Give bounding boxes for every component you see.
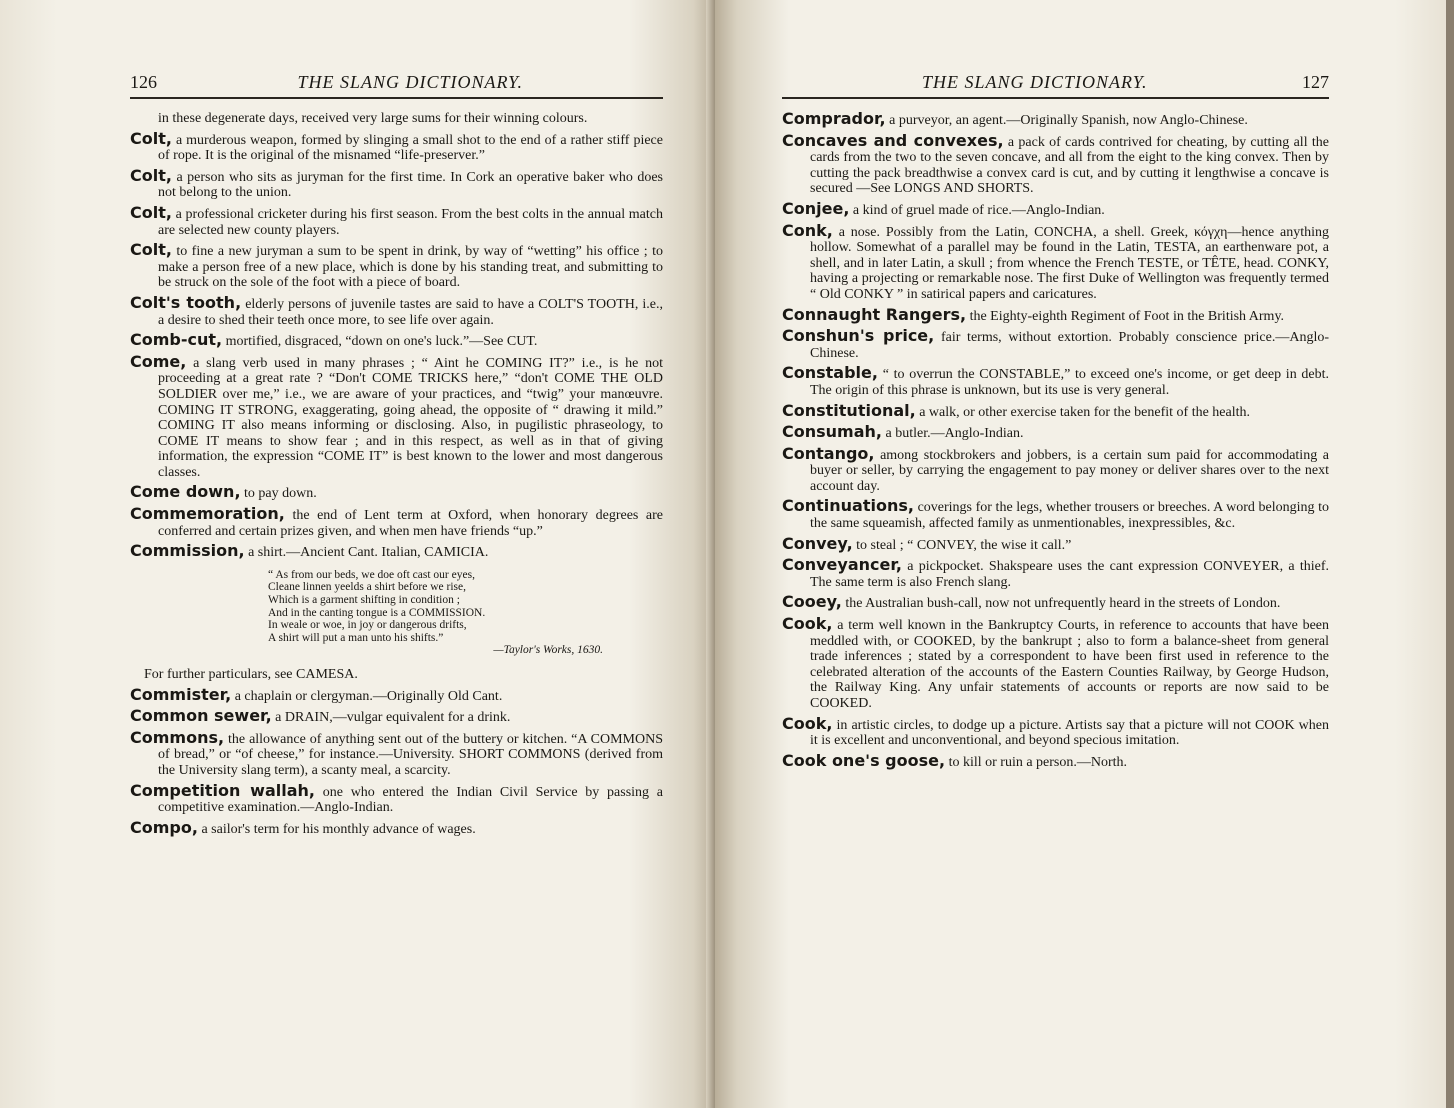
definition: the end of Lent term at Oxford, when honorary degrees are conferred and certain prizes given, and when men have friends “up.”	[158, 508, 663, 539]
dictionary-entry	[130, 708, 663, 726]
dictionary-entry	[130, 684, 663, 705]
definition: a shirt.—Ancient Cant. Italian, CAMICIA.	[248, 545, 489, 561]
definition: to kill or ruin a person.—North.	[948, 754, 1128, 770]
dictionary-entry	[782, 424, 1329, 442]
headword: Commission,	[130, 541, 245, 561]
dictionary-entry	[130, 727, 664, 779]
headword: Commister,	[130, 684, 232, 704]
headword: Colt,	[130, 240, 172, 260]
dictionary-entry	[130, 111, 663, 127]
dictionary-entry	[782, 498, 1329, 531]
definition: a pickpocket. Shakspeare uses the cant expression CONVEYER, a thief. The same term is also French slang.	[810, 559, 1329, 590]
dictionary-entry	[782, 304, 1329, 325]
definition: a slang verb used in many phrases ; “ Aint he COMING IT?” i.e., is he not proceeding at a great rate ? “Don't COME TRICKS here,” “don't COME THE OLD SOLDIER over me,” i.e., we are aware of your practices, and “twig” your manœuvre. COMING IT STRONG, exaggerating, going ahead, the opposite of “ drawing it mild.” COMING IT also means informing or disclosing. Also, in pugilistic phraseology, to COME IT means to show fear ; and in this respect, as well as in that of giving information, the expression “COME IT” is best known to the lower and most dangerous classes.	[158, 355, 664, 480]
headword: Continuations,	[782, 496, 914, 516]
left-entries-after	[130, 684, 664, 838]
headword: Come,	[130, 351, 187, 371]
definition: one who entered the Indian Civil Service by passing a competitive examination.—Anglo-Indian.	[158, 784, 663, 816]
headword: Convey,	[782, 533, 853, 553]
dictionary-entry	[782, 130, 1330, 197]
right-entries	[782, 111, 1329, 770]
headword: Conk,	[782, 220, 833, 240]
dictionary-entry	[130, 543, 663, 561]
dictionary-entry	[782, 400, 1329, 421]
dictionary-entry	[782, 750, 1329, 771]
definition: a chaplain or clergyman.—Originally Old Cant.	[234, 688, 503, 704]
headword: Commemoration,	[130, 504, 285, 524]
dictionary-entry	[130, 128, 663, 164]
left-page-header	[130, 72, 663, 93]
definition: a murderous weapon, formed by slinging a small shot to the end of a rather stiff piece of rope. It is the original of the misnamed “life-preserver.”	[158, 132, 663, 164]
running-head: THE SLANG DICTIONARY.	[297, 72, 523, 92]
headword: Concaves and convexes,	[782, 130, 1004, 150]
headword: Colt's tooth,	[130, 292, 242, 312]
definition: a pack of cards contrived for cheating, by cutting all the cards from the two to the seven concave, and all from the eight to the king convex. Then by cutting the pack breadthwise a convex card is cut, and by cutting it lengthwise a concave is secured —See LONGS AND SHORTS.	[810, 134, 1330, 197]
definition: coverings for the legs, whether trousers or breeches. A word belonging to the same squeamish, affected family as unmentionables, inexpressibles, &c.	[810, 500, 1330, 532]
quote-source: —Taylor's Works, 1630.	[493, 644, 603, 657]
definition: in these degenerate days, received very large sums for their winning colours.	[158, 111, 588, 126]
page-number: 126	[130, 72, 157, 92]
definition: the Australian bush-call, now not unfrequently heard in the streets of London.	[845, 596, 1281, 612]
definition: in artistic circles, to dodge up a picture. Artists say that a picture will not COOK when it is excellent and unconventional, and beyond specious imitation.	[810, 717, 1330, 749]
definition: a term well known in the Bankruptcy Courts, in reference to accounts that have been meddled with, or COOKED, by the bankrupt ; also to form a balance-sheet from general trade inferences ; stated by a correspondent to have been first used in reference to the celebrated alteration of the accounts of the Eastern Counties Railway, by George Hudson, the Railway King. Any unfair statements of accounts or reports are now said to be COOKED.	[810, 618, 1329, 711]
headword: Constitutional,	[782, 400, 916, 420]
definition: a nose. Possibly from the Latin, CONCHA, a shell. Greek, κόγχη—hence anything hollow. Somewhat of a parallel may be found in the Latin, TESTA, an earthenware pot, a shell, and in later Latin, a skull ; from whence the French TESTE, or TÊTE, head. CONKY, having a projecting or remarkable nose. The first Duke of Wellington was frequently termed “ Old CONKY ” in satirical papers and caricatures.	[810, 224, 1330, 302]
headword: Cooey,	[782, 592, 842, 612]
definition: to fine a new juryman a sum to be spent in drink, by way of “wetting” his office ; to make a person free of a new place, which is done by his standing treat, and submitting to be struck on the sole of the foot with a piece of board.	[158, 244, 663, 291]
running-head: THE SLANG DICTIONARY.	[922, 72, 1148, 92]
quote-line: In weale or woe, in joy or dangerous drifts,	[268, 619, 467, 632]
dictionary-entry	[130, 484, 663, 502]
headword: Conveyancer,	[782, 555, 902, 575]
headword: Constable,	[782, 363, 878, 383]
headword: Cook,	[782, 614, 833, 634]
definition: among stockbrokers and jobbers, is a certain sum paid for accommodating a buyer or seller, by carrying the engagement to pay money or deliver shares over to the next account day.	[810, 447, 1329, 494]
verse-quotation	[268, 569, 663, 657]
headword: Competition wallah,	[130, 780, 315, 800]
headword: Colt,	[130, 128, 172, 148]
right-page-header	[782, 72, 1329, 93]
definition: a person who sits as juryman for the first time. In Cork an operative baker who does not belong to the union.	[158, 169, 663, 201]
definition: “ to overrun the CONSTABLE,” to exceed one's income, or get deep in debt. The origin of this phrase is unknown, but its use is very general.	[810, 367, 1330, 398]
definition: elderly persons of juvenile tastes are said to have a COLT'S TOOTH, i.e., a desire to shed their teeth once more, to see life over again.	[158, 296, 663, 328]
page-number: 127	[1302, 72, 1329, 92]
definition: a purveyor, an agent.—Originally Spanish, now Anglo-Chinese.	[889, 113, 1248, 128]
dictionary-entry	[130, 506, 663, 539]
definition: fair terms, without extortion. Probably conscience price.—Anglo-Chinese.	[810, 330, 1329, 361]
headword: Conjee,	[782, 198, 850, 218]
headword: Comb-cut,	[130, 330, 223, 350]
definition: mortified, disgraced, “down on one's luck.”—See CUT.	[225, 334, 538, 350]
page-edge-right	[1446, 0, 1454, 1108]
dictionary-entry	[782, 616, 1329, 712]
headword: Comprador,	[782, 109, 886, 128]
dictionary-entry	[130, 202, 663, 238]
definition: a sailor's term for his monthly advance of wages.	[201, 821, 476, 837]
dictionary-entry	[782, 365, 1329, 398]
dictionary-entry	[782, 198, 1329, 219]
dictionary-entry	[130, 817, 663, 838]
cross-reference: For further particulars, see CAMESA.	[144, 667, 358, 682]
definition: to steal ; “ CONVEY, the wise it call.”	[856, 537, 1072, 553]
headword: Consumah,	[782, 422, 882, 442]
dictionary-entry	[782, 594, 1329, 612]
headword: Cook,	[782, 713, 833, 733]
headword: Compo,	[130, 817, 198, 837]
definition: the Eighty-eighth Regiment of Foot in the British Army.	[969, 308, 1285, 324]
headword: Connaught Rangers,	[782, 304, 967, 324]
headword: Commons,	[130, 727, 225, 747]
dictionary-entry	[130, 780, 663, 816]
headword: Contango,	[782, 443, 875, 463]
left-page	[0, 0, 715, 1108]
dictionary-entry	[782, 328, 1329, 361]
headword: Come down,	[130, 482, 241, 502]
dictionary-entry	[782, 443, 1329, 495]
definition: to pay down.	[244, 486, 317, 502]
right-page	[715, 0, 1454, 1108]
dictionary-entry	[782, 111, 1329, 129]
headword: Cook one's goose,	[782, 750, 946, 770]
quote-line: Which is a garment shifting in condition ;	[268, 594, 460, 607]
dictionary-entry	[782, 713, 1330, 749]
headword: Colt,	[130, 202, 172, 222]
definition: a DRAIN,—vulgar equivalent for a drink.	[275, 710, 511, 726]
definition: a butler.—Anglo-Indian.	[885, 426, 1024, 442]
dictionary-entry	[782, 220, 1330, 303]
dictionary-entry	[130, 351, 664, 481]
header-rule	[782, 97, 1329, 99]
dictionary-entry	[130, 242, 663, 291]
headword: Colt,	[130, 165, 172, 185]
definition: a kind of gruel made of rice.—Anglo-Indian.	[852, 202, 1105, 218]
definition: a walk, or other exercise taken for the benefit of the health.	[919, 404, 1251, 420]
headword: Conshun's price,	[782, 326, 935, 346]
left-entries	[130, 111, 663, 561]
dictionary-entry	[130, 292, 663, 328]
headword: Common sewer,	[130, 706, 272, 726]
quote-line: A shirt will put a man unto his shifts.”	[268, 631, 444, 644]
dictionary-entry	[130, 165, 663, 201]
quote-line: And in the canting tongue is a COMMISSION.	[268, 606, 486, 619]
header-rule	[130, 97, 663, 99]
dictionary-entry	[130, 332, 663, 350]
quote-line: Cleane linnen yeelds a shirt before we rise,	[268, 581, 466, 594]
dictionary-entry	[782, 533, 1329, 554]
quote-line: “ As from our beds, we doe oft cast our eyes,	[268, 568, 475, 581]
definition: the allowance of anything sent out of the buttery or kitchen. “A COMMONS of bread,” or “of cheese,” for instance.—University. SHORT COMMONS (derived from the University slang term), a scanty meal, a scarcity.	[158, 731, 664, 778]
definition: a professional cricketer during his first season. From the best colts in the annual match are selected new county players.	[158, 206, 663, 238]
dictionary-entry	[782, 557, 1329, 590]
